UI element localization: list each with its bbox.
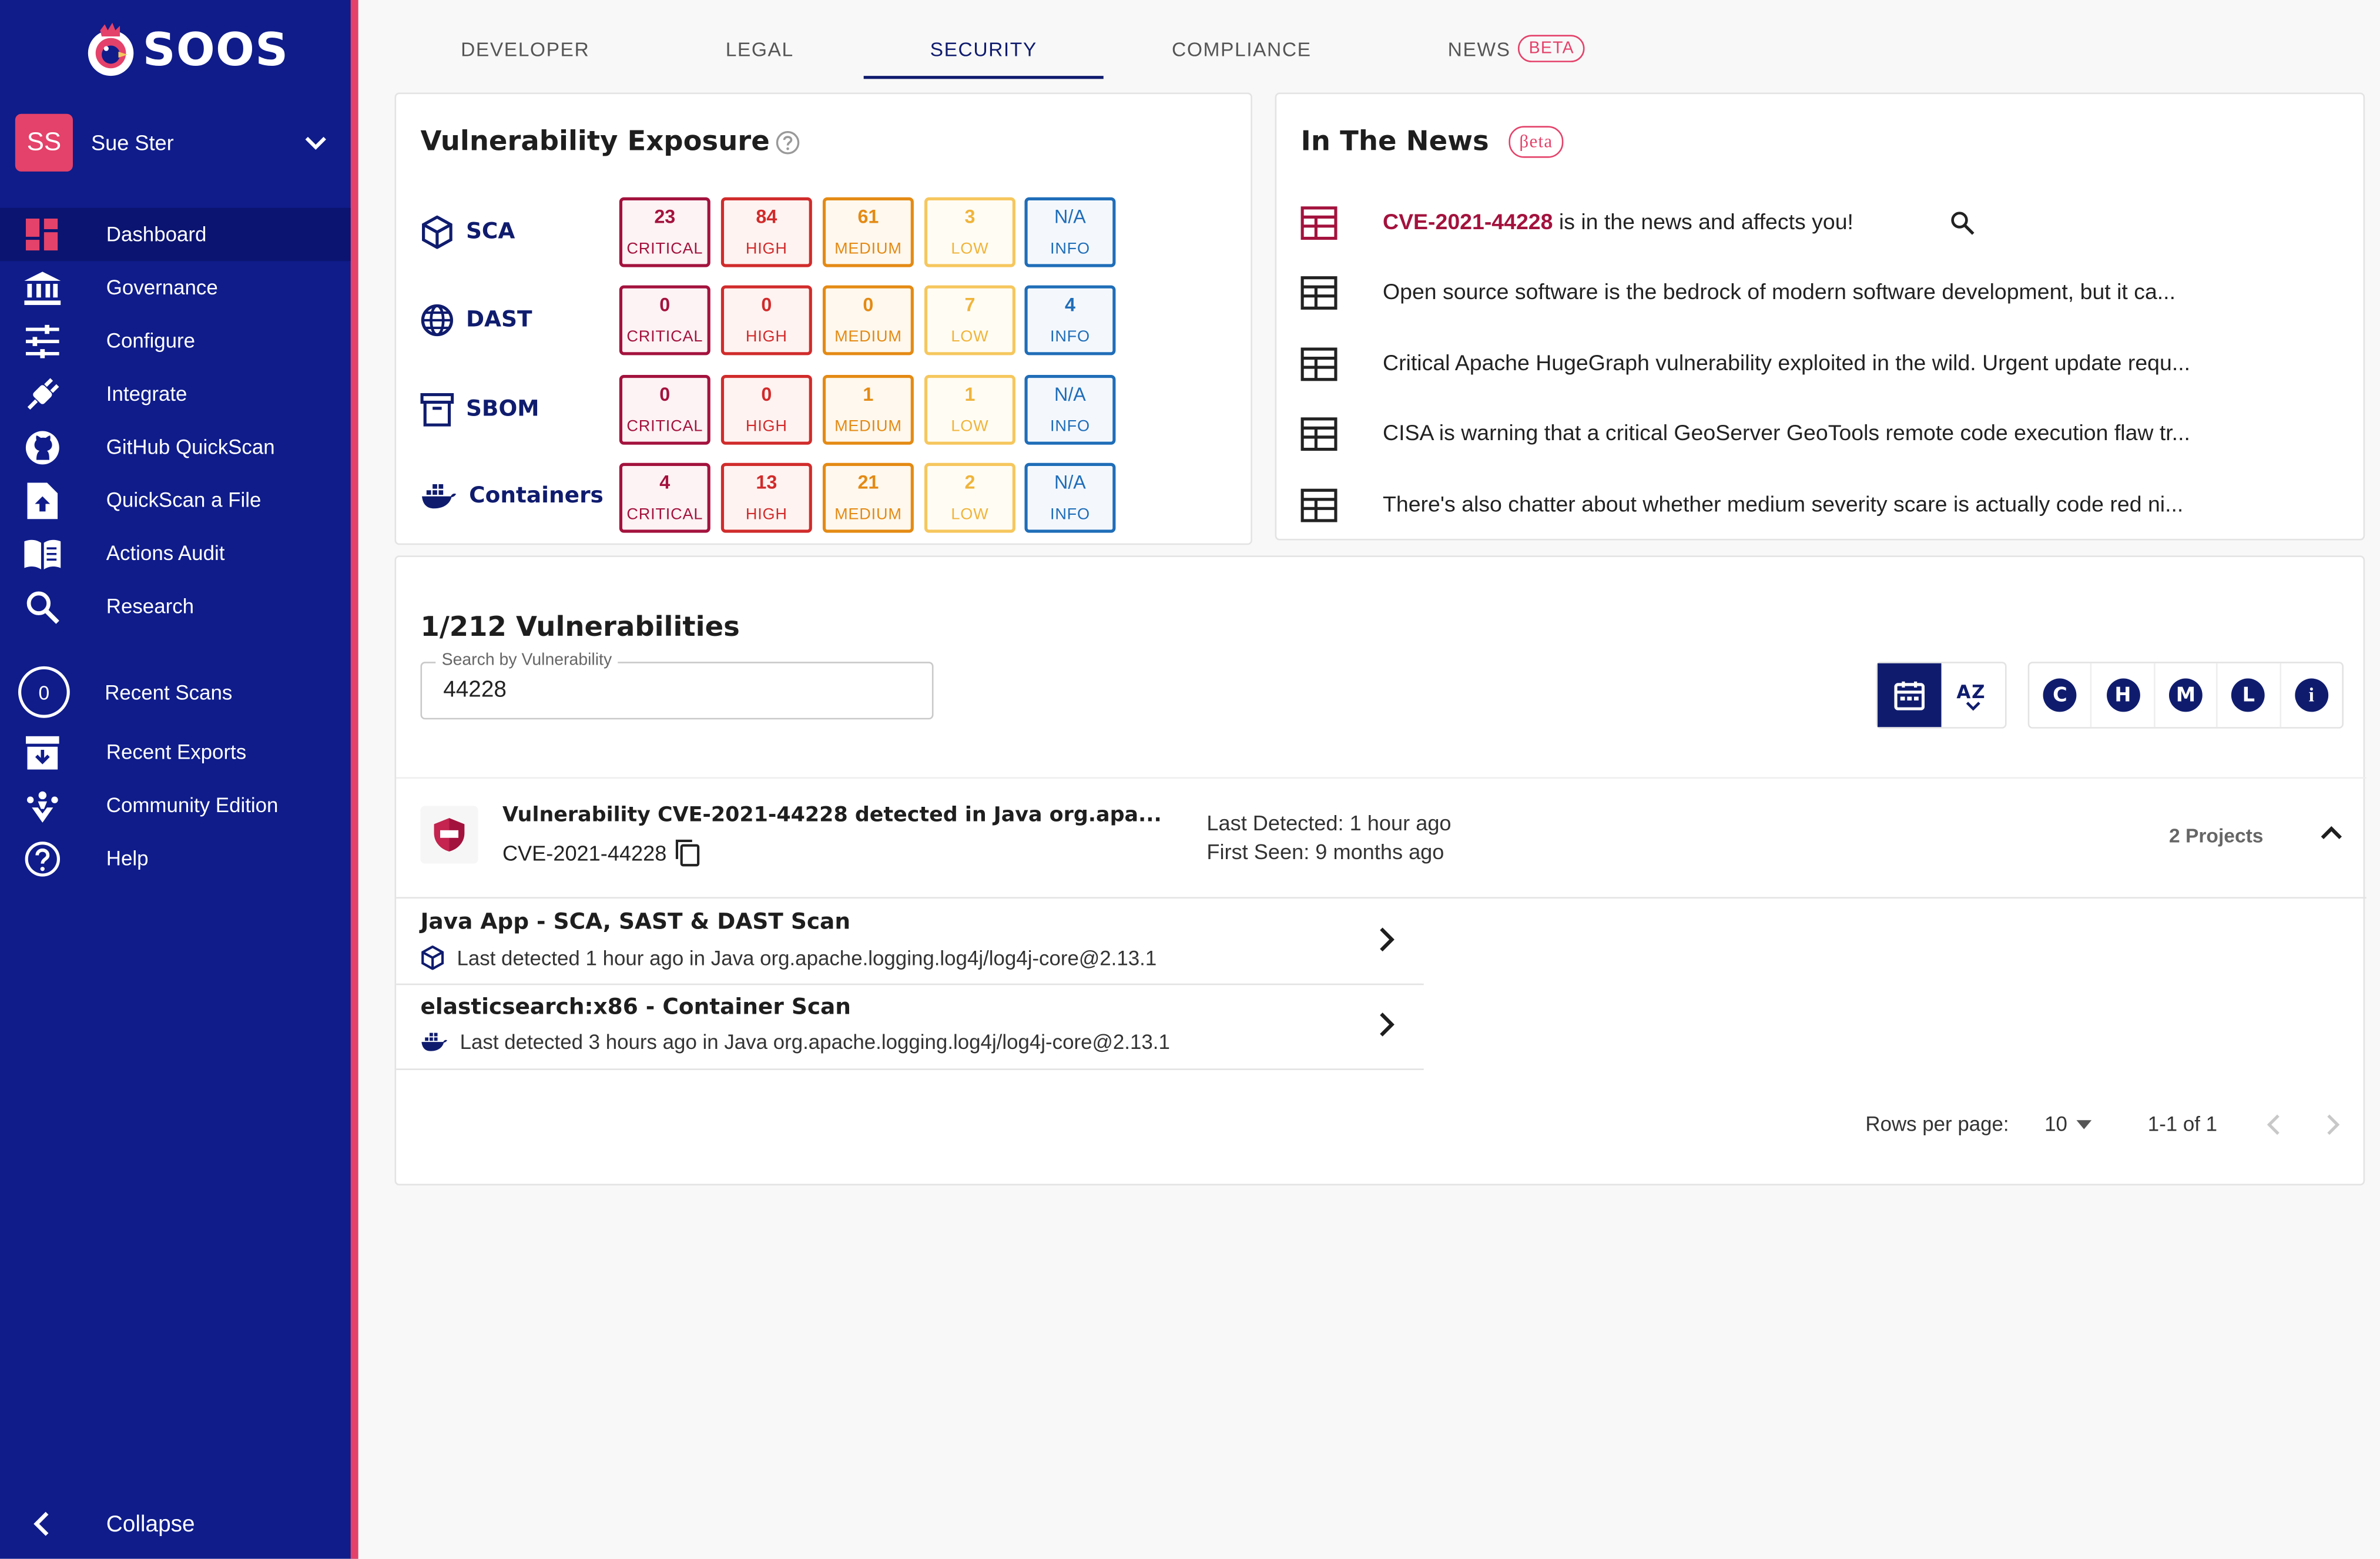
- search-input[interactable]: [440, 675, 917, 704]
- severity-label: CRITICAL: [626, 505, 703, 524]
- project-row[interactable]: [396, 898, 1424, 985]
- sidebar-item-community-edition[interactable]: [0, 779, 351, 832]
- exposure-label-text: Containers: [469, 484, 604, 509]
- sidebar-item-governance[interactable]: [0, 261, 351, 314]
- sca-medium-count[interactable]: [823, 197, 914, 267]
- tab-label: DEVELOPER: [461, 37, 590, 61]
- tab-label: SECURITY: [930, 37, 1037, 61]
- severity-label: LOW: [951, 327, 989, 346]
- dashboard-tabs: [395, 21, 1640, 79]
- exposure-label: [420, 481, 603, 512]
- medium-filter-icon: M: [2169, 679, 2203, 712]
- filter-low-button[interactable]: [2218, 663, 2281, 727]
- sidebar-item-dashboard[interactable]: [0, 208, 351, 261]
- news-text-rest: is in the news and affects you!: [1553, 211, 1853, 236]
- archive-download-icon: [24, 735, 61, 771]
- sidebar-item-integrate[interactable]: [0, 367, 351, 420]
- containers-high-count[interactable]: [721, 463, 812, 533]
- sort-toggle-group: [1876, 662, 2006, 729]
- vulnerabilities-card: [395, 555, 2365, 1185]
- github-icon: [24, 430, 61, 466]
- sidebar-item-label: Help: [106, 847, 149, 870]
- count: 61: [857, 206, 879, 228]
- sidebar-item-label: Dashboard: [106, 223, 207, 246]
- news-table-icon: [1301, 487, 1338, 524]
- severity-label: HIGH: [745, 327, 787, 346]
- rows-per-page-value: 10: [2044, 1112, 2067, 1136]
- chevron-up-icon[interactable]: [2319, 821, 2344, 842]
- tab-label: NEWS: [1447, 37, 1511, 61]
- severity-label: INFO: [1050, 417, 1090, 436]
- avatar: SS: [15, 114, 73, 172]
- news-text: [1383, 211, 2348, 235]
- severity-label: MEDIUM: [834, 240, 902, 259]
- severity-label: LOW: [951, 417, 989, 436]
- filter-medium-button[interactable]: [2155, 663, 2218, 727]
- sidebar-item-label: Community Edition: [106, 793, 279, 817]
- severity-label: MEDIUM: [834, 327, 902, 346]
- sidebar-item-label: Configure: [106, 329, 196, 353]
- exposure-label-text: SCA: [465, 220, 515, 244]
- count: 0: [761, 294, 772, 316]
- exposure-label: [420, 216, 515, 249]
- severity-filter-group: [2028, 662, 2344, 729]
- tab-legal[interactable]: [656, 21, 864, 76]
- sort-alphabetical-button[interactable]: [1942, 663, 2005, 727]
- book-icon: [24, 536, 61, 572]
- containers-low-count[interactable]: [924, 463, 1015, 533]
- sidebar-item-label: GitHub QuickScan: [106, 435, 275, 459]
- severity-label: MEDIUM: [834, 417, 902, 436]
- card-title: Vulnerability Exposure: [420, 126, 770, 158]
- collapse-label: Collapse: [106, 1511, 195, 1537]
- search-label: Search by Vulnerability: [435, 651, 618, 669]
- chevron-right-icon: [1375, 926, 1396, 953]
- exposure-label-text: SBOM: [465, 397, 539, 423]
- sidebar-item-github-quickscan[interactable]: [0, 420, 351, 473]
- info-filter-icon: i: [2295, 679, 2328, 712]
- count: 1: [964, 384, 976, 405]
- chevron-left-icon: [27, 1508, 58, 1539]
- next-page-icon[interactable]: [2322, 1112, 2344, 1136]
- news-item[interactable]: [1301, 411, 2348, 457]
- tab-developer[interactable]: [395, 21, 656, 76]
- severity-label: INFO: [1050, 327, 1090, 346]
- svg-text:A: A: [1956, 682, 1971, 703]
- sidebar-item-help[interactable]: [0, 832, 351, 884]
- sidebar-item-label: Recent Exports: [106, 740, 247, 764]
- project-subtitle: [420, 946, 1157, 970]
- user-menu[interactable]: [15, 112, 337, 173]
- docker-icon: [420, 481, 457, 512]
- severity-label: HIGH: [745, 505, 787, 524]
- exposure-row-dast: [420, 286, 1134, 358]
- dast-low-count[interactable]: [924, 286, 1015, 356]
- cve-link[interactable]: CVE-2021-44228: [1383, 211, 1553, 236]
- news-table-icon: [1301, 416, 1338, 452]
- dast-critical-count[interactable]: [619, 286, 710, 356]
- first-seen: First Seen: 9 months ago: [1206, 839, 1444, 864]
- tab-news[interactable]: [1380, 21, 1653, 76]
- sca-critical-count[interactable]: [619, 197, 710, 267]
- vulnerabilities-title: 1/212 Vulnerabilities: [420, 611, 740, 644]
- sbom-high-count[interactable]: [721, 375, 812, 445]
- vulnerability-exposure-card: [395, 93, 1252, 545]
- sidebar-item-configure[interactable]: [0, 314, 351, 367]
- chevron-down-icon: [304, 130, 328, 155]
- project-detail: Last detected 3 hours ago in Java org.apache.logging.log4j/log4j-core@2.13.1: [460, 1030, 1170, 1054]
- count: 4: [1064, 294, 1075, 316]
- containers-info-count[interactable]: [1024, 463, 1115, 533]
- count: N/A: [1054, 384, 1086, 405]
- severity-label: MEDIUM: [834, 505, 902, 524]
- news-text: Open source software is the bedrock of modern software development, but it ca...: [1383, 280, 2176, 306]
- count: 3: [964, 206, 976, 228]
- brand-name: SOOS: [142, 24, 289, 77]
- tab-security[interactable]: [864, 21, 1104, 79]
- chevron-right-icon: [1375, 1011, 1396, 1038]
- vulnerability-id: [502, 839, 700, 866]
- sidebar-item-research[interactable]: [0, 580, 351, 633]
- beta-badge: βeta: [1509, 126, 1563, 157]
- user-name: Sue Ster: [90, 130, 174, 155]
- count: 2: [964, 472, 976, 494]
- news-table-icon: [1301, 275, 1338, 311]
- project-title: Java App - SCA, SAST & DAST Scan: [420, 910, 850, 936]
- rooster-logo-icon: [85, 21, 137, 79]
- count: 23: [654, 206, 676, 228]
- rows-per-page-select[interactable]: [2044, 1112, 2091, 1135]
- project-detail: Last detected 1 hour ago in Java org.apache.logging.log4j/log4j-core@2.13.1: [457, 946, 1157, 970]
- copy-icon[interactable]: [676, 839, 700, 866]
- news-item[interactable]: [1301, 341, 2348, 387]
- community-icon: [24, 788, 61, 824]
- exposure-row-containers: [420, 463, 1134, 536]
- sca-low-count[interactable]: [924, 197, 1015, 267]
- sidebar-item-label: Research: [106, 595, 195, 618]
- exposure-label-text: DAST: [465, 308, 532, 333]
- sidebar-item-label: Actions Audit: [106, 542, 225, 565]
- sbom-critical-count[interactable]: [619, 375, 710, 445]
- search-icon[interactable]: [1950, 211, 1975, 235]
- high-filter-icon: H: [2106, 679, 2140, 712]
- tab-compliance[interactable]: [1104, 21, 1380, 76]
- sbom-medium-count[interactable]: [823, 375, 914, 445]
- severity-label: INFO: [1050, 505, 1090, 524]
- collapse-button[interactable]: [0, 1497, 351, 1551]
- sidebar-item-recent-exports[interactable]: [0, 726, 351, 779]
- low-filter-icon: L: [2232, 679, 2265, 712]
- count: N/A: [1054, 206, 1086, 228]
- recent-scans-count: 0: [18, 666, 70, 718]
- sliders-icon: [24, 323, 61, 360]
- sidebar-item-label: Integrate: [106, 382, 187, 405]
- archive-icon: [420, 393, 454, 427]
- news-item[interactable]: [1301, 482, 2348, 528]
- sbom-low-count[interactable]: [924, 375, 1015, 445]
- filter-high-button[interactable]: [2092, 663, 2155, 727]
- severity-label: CRITICAL: [626, 327, 703, 346]
- sidebar-item-label: QuickScan a File: [106, 488, 262, 512]
- sidebar-item-quickscan-file[interactable]: [0, 474, 351, 527]
- plug-icon: [24, 377, 61, 413]
- sidebar: [0, 0, 358, 1559]
- news-text: Critical Apache HugeGraph vulnerability exploited in the wild. Urgent update requ...: [1383, 352, 2191, 377]
- count: 21: [857, 472, 879, 494]
- search-field[interactable]: [420, 651, 933, 719]
- rows-per-page-label: Rows per page:: [1865, 1112, 2009, 1136]
- news-text: CISA is warning that a critical GeoServer GeoTools remote code execution flaw tr...: [1383, 422, 2190, 447]
- package-icon: [420, 216, 454, 249]
- dast-high-count[interactable]: [721, 286, 812, 356]
- severity-label: HIGH: [745, 417, 787, 436]
- sidebar-item-label: Recent Scans: [105, 680, 233, 704]
- beta-badge: BETA: [1518, 35, 1585, 62]
- dast-info-count[interactable]: [1024, 286, 1115, 356]
- severity-label: CRITICAL: [626, 417, 703, 436]
- in-the-news-card: [1275, 93, 2365, 541]
- caret-down-icon: [2076, 1119, 2091, 1128]
- exposure-row-sbom: [420, 375, 1134, 448]
- containers-critical-count[interactable]: [619, 463, 710, 533]
- dashboard-icon: [24, 217, 61, 253]
- soos-logo[interactable]: [85, 21, 289, 79]
- file-upload-icon: [24, 482, 61, 519]
- count: 0: [761, 384, 772, 405]
- package-icon: [420, 946, 444, 970]
- filter-critical-button[interactable]: [2029, 663, 2092, 727]
- svg-text:Z: Z: [1972, 682, 1985, 703]
- sort-by-date-button[interactable]: [1878, 663, 1941, 727]
- sidebar-item-actions-audit[interactable]: [0, 527, 351, 579]
- last-detected: Last Detected: 1 hour ago: [1206, 810, 1452, 835]
- sidebar-item-recent-scans[interactable]: [0, 662, 351, 722]
- project-title: elasticsearch:x86 - Container Scan: [420, 995, 851, 1020]
- count: 4: [659, 472, 671, 494]
- pagination-range: 1-1 of 1: [2147, 1112, 2218, 1136]
- sca-info-count[interactable]: [1024, 197, 1115, 267]
- tab-label: COMPLIANCE: [1172, 37, 1312, 61]
- card-header: [1301, 126, 1564, 157]
- project-subtitle: [420, 1031, 1169, 1054]
- search-icon: [24, 589, 61, 625]
- bank-icon: [24, 270, 61, 307]
- project-row[interactable]: [396, 984, 1424, 1070]
- vulnerability-title: Vulnerability CVE-2021-44228 detected in Java org.apa...: [502, 803, 1162, 827]
- card-header: [420, 126, 800, 157]
- projects-count: 2 Projects: [2168, 824, 2264, 847]
- count: 13: [756, 472, 777, 494]
- help-icon: [24, 841, 61, 877]
- cve-id: CVE-2021-44228: [502, 840, 667, 866]
- count: 0: [863, 294, 874, 316]
- shield-icon: [420, 806, 478, 864]
- count: 84: [756, 206, 777, 228]
- previous-page-icon[interactable]: [2263, 1112, 2284, 1136]
- detection-info: [1206, 809, 1451, 867]
- count: 0: [659, 384, 671, 405]
- critical-filter-icon: C: [2043, 679, 2077, 712]
- news-table-icon: [1301, 346, 1338, 383]
- news-item[interactable]: [1301, 200, 2348, 246]
- dast-medium-count[interactable]: [823, 286, 914, 356]
- severity-label: INFO: [1050, 240, 1090, 259]
- exposure-label: [420, 393, 539, 427]
- sidebar-nav: [0, 208, 351, 633]
- news-table-icon: [1301, 205, 1338, 242]
- containers-medium-count[interactable]: [823, 463, 914, 533]
- count: 0: [659, 294, 671, 316]
- severity-label: CRITICAL: [626, 240, 703, 259]
- severity-label: HIGH: [745, 240, 787, 259]
- count: 1: [863, 384, 874, 405]
- sidebar-item-label: Governance: [106, 276, 218, 299]
- sidebar-secondary-nav: [0, 662, 351, 885]
- help-circle-icon[interactable]: [776, 130, 800, 154]
- card-title: In The News: [1300, 126, 1489, 158]
- globe-icon: [420, 304, 454, 337]
- docker-icon: [420, 1031, 447, 1054]
- exposure-label: [420, 304, 532, 337]
- filter-info-button[interactable]: [2281, 663, 2342, 727]
- news-item[interactable]: [1301, 270, 2348, 316]
- news-text: There's also chatter about whether medium severity scare is actually code red ni...: [1383, 493, 2184, 518]
- exposure-row-sca: [420, 197, 1134, 270]
- severity-label: LOW: [951, 505, 989, 524]
- sort-az-icon: [1955, 679, 1992, 712]
- vulnerability-row[interactable]: [396, 777, 2366, 898]
- calendar-icon: [1894, 680, 1925, 710]
- sca-high-count[interactable]: [721, 197, 812, 267]
- severity-label: LOW: [951, 240, 989, 259]
- tab-label: LEGAL: [725, 37, 794, 61]
- count: 7: [964, 294, 976, 316]
- count: N/A: [1054, 472, 1086, 494]
- sbom-info-count[interactable]: [1024, 375, 1115, 445]
